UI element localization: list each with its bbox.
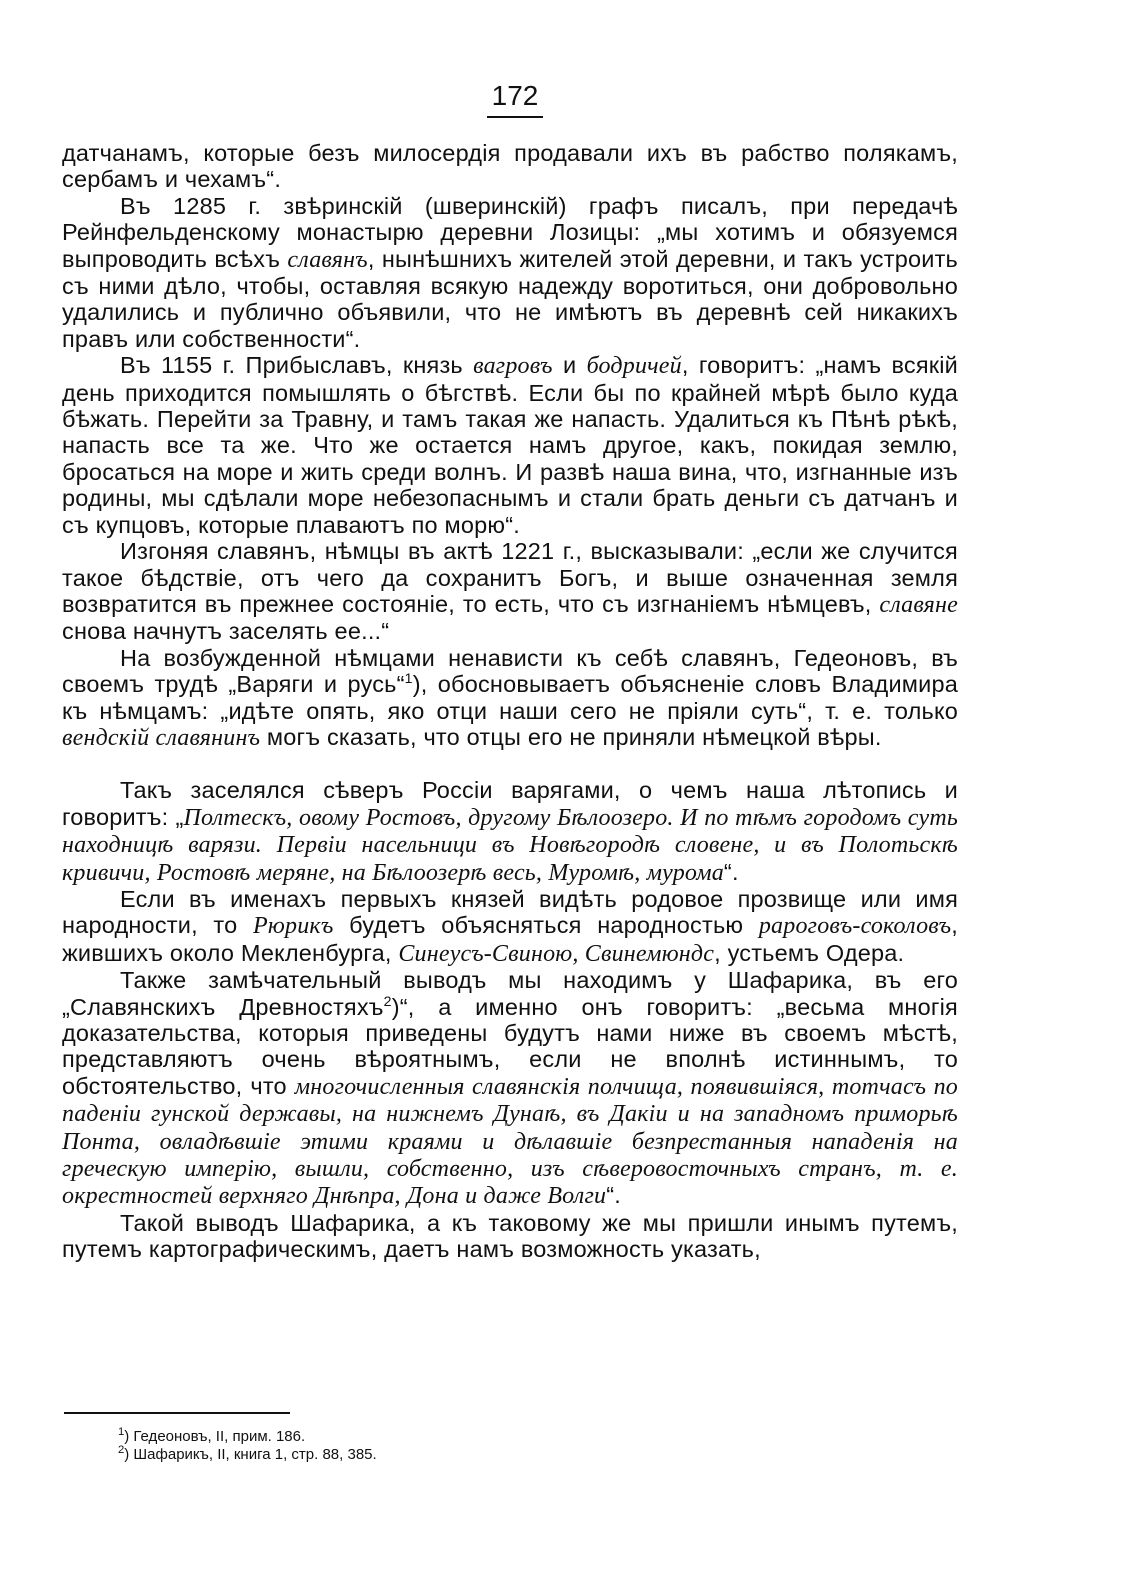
footnote [118, 1446, 718, 1464]
text-segment: , устьемъ Одера. [714, 939, 905, 966]
text-segment: Если въ именахъ первыхъ князей видѣть родовое прозвище или имя народности, то [62, 885, 958, 939]
text-segment: будетъ объясняться народностью [333, 912, 759, 939]
text-segment: Изгоняя славянъ, нѣмцы въ актѣ 1221 г., высказывали: „если же случится такое бѣдствіе, отъ чего да сохранитъ Богъ, и выше означенная земля возвратится въ прежнее состояніе, то есть, что съ изгнаніемъ нѣмцевъ, [62, 538, 958, 617]
paragraph [62, 538, 958, 645]
text-segment: “. [606, 1182, 621, 1209]
paragraph [62, 967, 958, 1210]
page-number-underline [487, 116, 543, 118]
italic-segment: многочисленныя славянскія полчища, появившіяся, тотчасъ по паденіи гунской державы, на нижнемъ Дунаѣ, въ Дакіи и на западномъ приморьѣ Понта, овладѣвшіе этими краями и дѣлавшіе безпрестанныя нападенія на греческую имперію, вышли, собственно, изъ сѣверовосточныхъ странъ, т. е. окрестностей верхняго Днѣпра, Дона и даже Волги [62, 1073, 958, 1210]
text-segment: На возбужденной нѣмцами ненависти къ себѣ славянъ, Гедеоновъ, въ своемъ трудѣ „Варяги и русь“ [62, 644, 958, 698]
paragraph [62, 886, 958, 967]
footnote-ref: 2 [383, 992, 392, 1009]
text-segment: могъ сказать, что отцы его не приняли нѣмецкой вѣры. [260, 723, 882, 750]
text-segment: Такъ заселялся сѣверъ Россіи варягами, о чемъ наша лѣтопись и говоритъ: „ [62, 777, 958, 830]
paragraph [62, 193, 958, 352]
footnote-mark: 2 [118, 1444, 125, 1456]
text-segment: , говоритъ: „намъ всякій день приходится помышлять о бѣгствѣ. Если бы по крайней мѣрѣ было куда бѣжать. Перейти за Травну, и тамъ такая же напасть. Удалиться къ Пѣнѣ рѣкѣ, напасть все та же. Что же остается намъ другое, какъ, покидая землю, бросаться на море и жить среди волнъ. И развѣ наша вина, что, изгнанные изъ родины, мы сдѣлали море небезопаснымъ и стали брать деньги съ датчанъ и съ купцовъ, которые плаваютъ по морю“. [62, 352, 958, 538]
text-segment: и [552, 352, 587, 379]
page-number [0, 80, 1030, 118]
paragraph [62, 777, 958, 886]
footnote-text: ) Шафарикъ, II, книга 1, стр. 88, 385. [124, 1446, 377, 1463]
text-segment: Также замѣчательный выводъ мы находимъ у Шафарика, въ его „Славянскихъ Древностяхъ [62, 967, 958, 1020]
footnotes [118, 1428, 718, 1464]
text-segment: Въ 1155 г. Прибыславъ, князь [120, 352, 474, 379]
text-segment: Такой выводъ Шафарика, а къ таковому же мы пришли инымъ путемъ, путемъ картографическимъ, даетъ намъ возможность указать, [62, 1209, 958, 1263]
text-segment: , жившихъ около Мекленбурга, [62, 912, 958, 966]
text-segment: )“, а именно онъ говоритъ: „весьма многія доказательства, которыя приведены будутъ нами ниже въ своемъ мѣстѣ, представляютъ очень вѣроятнымъ, если не вполнѣ истиннымъ, то обстоятельство, что [62, 993, 958, 1099]
italic-segment: Рюрикъ [253, 913, 334, 940]
body-text [62, 140, 958, 1263]
text-segment: , нынѣшнихъ жителей этой деревни, и такъ устроить съ ними дѣло, чтобы, оставляя всякую надежду воротиться, они добровольно удалились и публично объявили, что не имѣютъ въ деревнѣ сей никакихъ правъ или собственности“. [62, 245, 958, 352]
italic-segment: славяне [879, 591, 958, 618]
italic-segment: славянъ [287, 246, 368, 273]
italic-segment: Синеусъ-Свиною, Свинемюндс [398, 940, 715, 967]
paragraph [62, 352, 958, 538]
text-segment: снова начнутъ заселять ее...“ [62, 618, 390, 645]
footnote-text: ) Гедеоновъ, II, прим. 186. [124, 1428, 306, 1445]
italic-segment: Полтескъ, овому Ростовъ, другому Бѣлоозеро. И по тѣмъ городомъ суть находницѣ варязи. Первіи насельници въ Новѣгородѣ словене, и въ Полотьскѣ кривичи, Ростовѣ меряне, на Бѣлоозерѣ весь, Муромѣ, мурома [62, 804, 958, 886]
text-segment: Въ 1285 г. звѣринскій (шверинскій) графъ писалъ, при передачѣ Рейнфельденскому монастырю деревни Лозицы: „мы хотимъ и обязуемся выпроводить всѣхъ [62, 192, 958, 272]
page-number-text: 172 [491, 80, 539, 111]
text-segment: “. [723, 858, 739, 885]
italic-segment: бодричей [586, 353, 682, 380]
footnote-ref: 1 [404, 670, 413, 687]
footnote-divider [64, 1412, 290, 1414]
italic-segment: рароговъ-соколовъ [758, 913, 952, 940]
italic-segment: вендскій славянинъ [62, 724, 261, 751]
text-segment: ), обосновываетъ объясненіе словъ Владимира къ нѣмцамъ: „идѣте опять, яко отци наши сего не пріяли суть“, т. е. только [62, 671, 958, 724]
italic-segment: вагровъ [473, 353, 553, 380]
paragraph [62, 645, 958, 752]
paragraph: датчанамъ, которые безъ милосердія продавали ихъ въ рабство полякамъ, сербамъ и чехамъ“. [62, 140, 958, 193]
footnote-mark: 1 [118, 1426, 125, 1438]
paragraph [62, 1210, 958, 1263]
footnote [118, 1428, 718, 1446]
